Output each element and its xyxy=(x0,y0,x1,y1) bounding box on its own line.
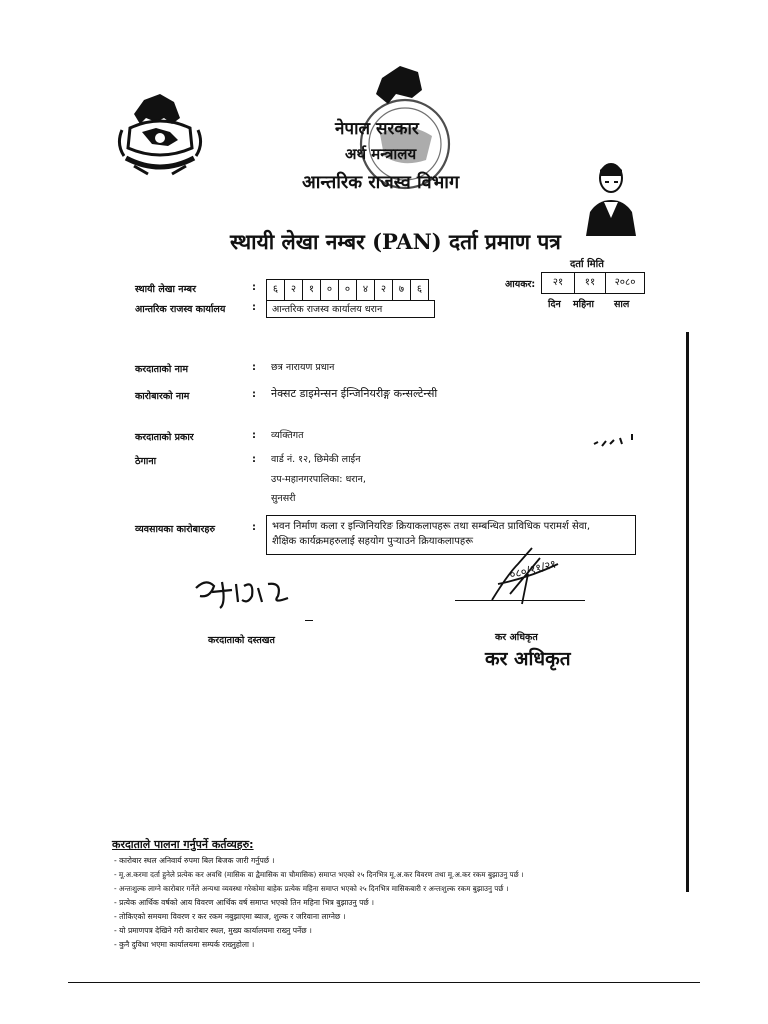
government-heading: नेपाल सरकार xyxy=(335,119,419,139)
colon: : xyxy=(252,522,256,533)
taxpayer-name-value: छत्र नारायण प्रधान xyxy=(271,362,335,373)
taxpayer-signature xyxy=(192,574,302,614)
taxpayer-name-label: करदाताको नाम xyxy=(135,364,189,375)
date-month: ११ xyxy=(575,273,606,293)
tax-type-label: आयकर: xyxy=(505,279,536,290)
nepal-emblem-icon xyxy=(112,88,208,186)
duty-item: - यो प्रमाणपत्र देखिने गरी कारोबार स्थल, मुख्य कार्यालयमा राख्नु पर्नेछ । xyxy=(114,926,312,935)
pan-digit: ६ xyxy=(267,280,285,300)
duty-item: - कारोबार स्थल अनिवार्य रुपमा बिल बिजक जारी गर्नुपर्छ । xyxy=(114,856,275,865)
activities-box xyxy=(266,515,636,555)
colon: : xyxy=(252,454,256,465)
taxpayer-type-value: व्यक्तिगत xyxy=(271,430,304,441)
date-year: २०८० xyxy=(614,277,636,288)
activities-line-1: भवन निर्माण कला र इन्जिनियरिङ क्रियाकलापहरू तथा सम्बन्धित प्राविधिक परामर्श सेवा, xyxy=(272,521,591,532)
pan-digit: २ xyxy=(285,280,303,300)
officer-caption: कर अधिकृत xyxy=(495,632,538,643)
day-caption: दिन xyxy=(548,299,561,310)
signature-mark xyxy=(305,620,313,621)
taxpayer-type-label: करदाताको प्रकार xyxy=(135,432,194,443)
colon: : xyxy=(252,389,256,400)
pan-number-box xyxy=(266,279,429,301)
pan-digit: ७ xyxy=(393,280,411,300)
ministry-heading: अर्थ मन्त्रालय xyxy=(345,145,417,163)
activities-label: व्यवसायका कारोबारहरु xyxy=(135,524,216,535)
duty-item: - मू.अ.करमा दर्ता हुनेले प्रत्येक कर अवधि (मासिक वा द्वैमासिक वा चौमासिक) समाप्त भएको २५ दिनभित्र मू.अ.कर विवरण तथा मू.अ.कर रकम बुझाउनु पर्छ । xyxy=(114,870,524,879)
officer-signature-date: ०८०/११/२१ xyxy=(508,557,558,582)
pan-digit: ० xyxy=(321,280,339,300)
scan-edge-shadow xyxy=(686,332,689,892)
pan-digit: ६ xyxy=(416,284,423,295)
scan-speck xyxy=(592,432,636,450)
pan-label: स्थायी लेखा नम्बर xyxy=(135,284,196,295)
duty-item: - प्रत्येक आर्थिक वर्षको आय विवरण आर्थिक वर्ष समाप्त भएको तिन महिना भित्र बुझाउनु पर्छ । xyxy=(114,898,375,907)
duties-heading: करदाताले पालना गर्नुपर्ने कर्तव्यहरु: xyxy=(112,838,254,851)
officer-stamp: कर अधिकृत xyxy=(485,648,571,670)
month-caption: महिना xyxy=(573,299,594,310)
activities-line-2: शैक्षिक कार्यक्रमहरुलाई सहयोग पुर्‍याउने क्रियाकलापहरू xyxy=(272,536,474,547)
address-line-1: वार्ड नं. १२, छिमेकी लाईन xyxy=(271,454,361,465)
duty-item: - अन्तःशुल्क लाग्ने कारोबार गर्नेले अन्यथा व्यवस्था गरेकोमा बाहेक प्रत्येक महिना समाप्त भएको २५ दिनभित्र मासिकबारी र अन्तःशुल्क रकम बुझाउनु पर्छ । xyxy=(114,884,509,893)
business-name-label: कारोबारको नाम xyxy=(135,391,190,402)
colon: : xyxy=(252,302,256,313)
page-bottom-rule xyxy=(68,982,700,983)
taxpayer-signature-caption: करदाताको दस्तखत xyxy=(208,635,275,646)
taxpayer-photo xyxy=(578,156,644,238)
pan-digit: ४ xyxy=(357,280,375,300)
colon: : xyxy=(252,282,256,293)
pan-digit: १ xyxy=(303,280,321,300)
address-line-3: सुनसरी xyxy=(271,493,296,504)
duty-item: - तोकिएको समयमा विवरण र कर रकम नबुझाएमा ब्याज, शुल्क र जरिवाना लाग्नेछ । xyxy=(114,912,346,921)
date-heading: दर्ता मिति xyxy=(570,259,604,270)
colon: : xyxy=(252,362,256,373)
office-label: आन्तरिक राजस्व कार्यालय xyxy=(135,304,226,315)
year-caption: साल xyxy=(614,299,630,310)
address-line-2: उप-महानगरपालिका: धरान, xyxy=(271,474,366,485)
date-day: २१ xyxy=(542,273,575,293)
pan-digit: २ xyxy=(375,280,393,300)
registration-date-box xyxy=(541,272,645,294)
colon: : xyxy=(252,430,256,441)
office-value: आन्तरिक राजस्व कार्यालय धरान xyxy=(266,300,435,318)
certificate-title: स्थायी लेखा नम्बर (PAN) दर्ता प्रमाण पत्र xyxy=(230,229,561,254)
pan-digit: ० xyxy=(339,280,357,300)
department-heading: आन्तरिक राजस्व विभाग xyxy=(302,172,460,193)
duty-item: - कुनै दुविधा भएमा कार्यालयमा सम्पर्क राख्नुहोला । xyxy=(114,940,255,949)
address-label: ठेगाना xyxy=(135,456,157,467)
business-name-value: नेक्सट डाइमेन्सन ईन्जिनियरीङ्ग कन्सल्टेन्सी xyxy=(271,387,438,400)
